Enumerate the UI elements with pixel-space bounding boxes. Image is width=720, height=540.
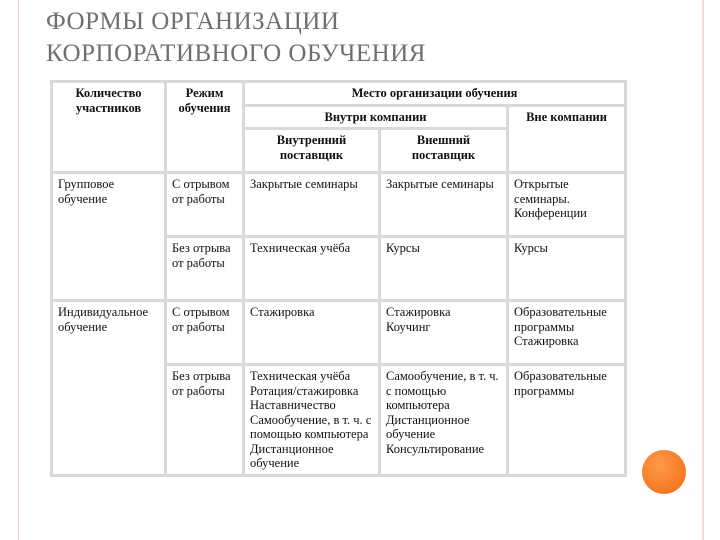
cell-line: Техническая учёба (250, 241, 351, 255)
cell-internal (244, 365, 380, 476)
cell-group: Групповое обучение (52, 173, 166, 301)
cell-external (380, 237, 508, 301)
cell-line: Закрытые семинары (250, 177, 358, 191)
cell-line: Коучинг (386, 319, 431, 334)
cell-outside (508, 173, 626, 237)
cell-mode: Без отрыва от работы (166, 237, 244, 301)
cell-line: Открытые семинары. (514, 177, 570, 206)
title-line-2: КОРПОРАТИВНОГО ОБУЧЕНИЯ (46, 40, 426, 67)
cell-line: Конференции (514, 206, 587, 220)
cell-group: Индивидуальное обучение (52, 301, 166, 476)
header-internal: Внутренний поставщик (244, 129, 380, 173)
cell-line: Консультирование (386, 441, 485, 456)
training-forms-table-wrap (50, 80, 624, 520)
training-forms-table (50, 80, 627, 477)
cell-line: Курсы (386, 241, 420, 255)
cell-internal (244, 173, 380, 237)
cell-outside (508, 237, 626, 301)
cell-line: Самообучение, в т. ч. с помощью компьютера (250, 412, 372, 441)
cell-outside (508, 365, 626, 476)
cell-internal (244, 301, 380, 365)
cell-mode: С отрывом от работы (166, 301, 244, 365)
cell-line: Ротация/стажировка (250, 383, 359, 398)
cell-line: Закрытые семинары (386, 177, 494, 191)
header-row-1 (52, 82, 626, 106)
header-place: Место организации обучения (244, 82, 626, 106)
table-row (52, 173, 626, 237)
header-outside: Вне компании (508, 105, 626, 173)
cell-external (380, 173, 508, 237)
title-line-1: ФОРМЫ ОРГАНИЗАЦИИ (46, 8, 340, 35)
header-mode: Режим обучения (166, 82, 244, 173)
table-row (52, 301, 626, 365)
cell-outside (508, 301, 626, 365)
cell-line: Стажировка (250, 305, 315, 319)
cell-line: Курсы (514, 241, 548, 255)
cell-line: Дистанционное обучение (386, 412, 470, 441)
cell-line: Стажировка (386, 305, 451, 319)
cell-line: Образовательные программы (514, 369, 607, 398)
cell-mode: Без отрыва от работы (166, 365, 244, 476)
cell-internal (244, 237, 380, 301)
header-inside: Внутри компании (244, 105, 508, 129)
cell-external (380, 301, 508, 365)
right-frame-line (702, 0, 704, 540)
header-participants: Количество участников (52, 82, 166, 173)
cell-line: Стажировка (514, 334, 579, 348)
page-title (46, 6, 426, 70)
header-external: Внешний поставщик (380, 129, 508, 173)
cell-mode: С отрывом от работы (166, 173, 244, 237)
cell-line: Самообучение, в т. ч. с помощью компьютера (386, 369, 499, 412)
cell-line: Наставничество (250, 398, 336, 412)
decorative-orange-circle (642, 450, 686, 494)
cell-line: Техническая учёба (250, 369, 351, 383)
left-frame-line (18, 0, 19, 540)
cell-external (380, 365, 508, 476)
cell-line: Образовательные программы (514, 305, 607, 334)
cell-line: Дистанционное обучение (250, 441, 334, 470)
